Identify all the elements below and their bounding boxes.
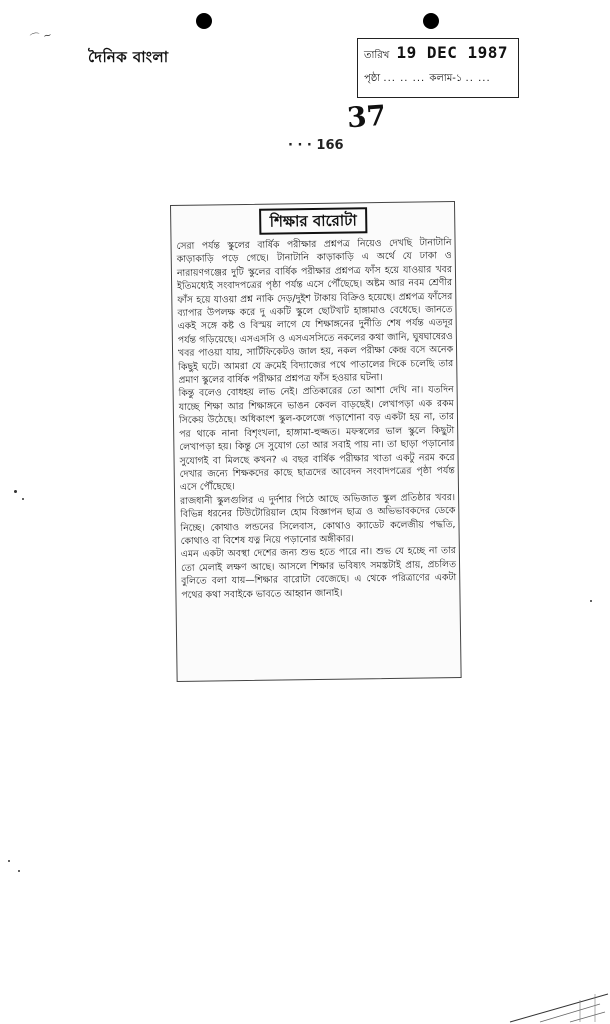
- scan-speck: [18, 870, 20, 872]
- article-paragraph-1: সেরা পর্যন্ত স্কুলের বার্ষিক পরীক্ষার প্রশ্নপত্র নিয়েও দেখছি টানাটানি কাড়াকাড়ি পড়ে গেছে। টানাটানি কাড়াকাড়ি এ অর্থে যে ঢাকা ও নারায়ণগঞ্জের দুটি স্কুলের বার্ষিক পরীক্ষার প্রশ্নপত্র ফাঁস হয়ে যাওয়ার খবর ইতিমধ্যেই সংবাদপত্রের পৃষ্ঠা পর্যন্ত এসে পৌঁছেছে। অষ্টম আর নবম শ্রেণীর ফাঁস হয়ে যাওয়া প্রশ্ন নাকি দেড়/দুইশ টাকায় বিক্রিও হয়েছে। প্রশ্নপত্র ফাঁসের ব্যাপার উপলক্ষ করে দু একটি স্কুলে ছোটখাট হাঙ্গামাও বেধেছে। জানতে একই সঙ্গে কষ্ট ও বিস্ময় লাগে যে শিক্ষাঙ্গনের দুর্নীতি শেষ পর্যন্ত এতদূর পর্যন্ত গড়িয়েছে। এসএসসি ও এসএসসিতে নকলের কথা জানি, ঘুষঘাষেরও খবর পাওয়া যায়, সার্টিফিকেটও জাল হয়, নকল পরীক্ষা কেন্দ্র বসে অনেক কিছুই ঘটে। আমরা যে ক্রমেই বিদ্যাজের পথে পাতালের দিকে চলেছি তার প্রমাণ স্কুলের বার্ষিক পরীক্ষার প্রশ্নপত্র ফাঁস হওয়ার ঘটনা।: [176, 237, 454, 386]
- stamp-date-value: 19 DEC 1987: [396, 43, 508, 62]
- date-stamp: [357, 38, 519, 98]
- handwritten-page-number: 37: [345, 98, 388, 135]
- scan-speck: [590, 600, 592, 602]
- article-paragraph-4: এমন একটা অবস্থা দেশের জন্য শুভ হতে পারে না। শুভ যে হচ্ছে না তার তো মেলাই লক্ষণ আছে। আসলে শিক্ষার ভবিষ্যৎ সমস্তটাই প্রায়, প্রচলিত বুলিতে বলা যায়—শিক্ষার বারোটা বেজেছে। এ থেকে পরিত্রাণের একটা পথের কথা সবাইকে ভাবতে আহ্বান জানাই।: [180, 545, 457, 601]
- scan-speck: [14, 490, 17, 493]
- punch-hole-left: [196, 13, 212, 29]
- stamp-date-row: [364, 43, 508, 65]
- article-headline: শিক্ষার বারোটা: [259, 207, 367, 235]
- punch-hole-right: [423, 13, 439, 29]
- stamp-dots: ... .. ...: [383, 73, 430, 84]
- reference-number: · · · 166: [288, 138, 344, 153]
- newspaper-source: দৈনিক বাংলা: [88, 48, 169, 66]
- scan-speck: [8, 860, 10, 862]
- corner-scribble: ⌒ ~: [29, 29, 53, 46]
- article-paragraph-3: রাজধানী স্কুলগুলির এ দুর্দশার পিঠে আছে অভিজাত স্কুল প্রতিষ্ঠার খবর। বিভিন্ন ধরনের টিউটোরিয়াল হোম বিজ্ঞাপন ছাত্র ও অভিভাবকদের ডেকে নিচ্ছে। কোথাও লন্ডনের সিলেবাস, কোথাও ক্যাডেট কলেজীয় পদ্ধতি, কোথাও বা বিশেষ যত্ন নিয়ে পড়ানোর অঙ্গীকার।: [180, 491, 456, 547]
- scan-speck: [22, 498, 24, 500]
- stamp-page-value: কলাম-১: [429, 73, 463, 84]
- stamp-page-label: পৃষ্ঠা: [364, 73, 381, 84]
- article-paragraph-2: কিন্তু বলেও বোধহয় লাভ নেই। প্রতিকারের তো আশা দেখি না। যতদিন যাচ্ছে শিক্ষা আর শিক্ষাঙ্গনে ভাঙন কেবল বাড়ছেই। লেখাপড়া এক রকম সিকেয় উঠেছে। অধিকাংশ স্কুল-কলেজে পড়াশোনা বড় একটা হয় না, তার পর থাকে নানা বিশৃংখলা, হাঙ্গামা-হুজ্জত। মফস্বলের ভাল স্কুলে কিছুটা লেখাপড়া হয়। কিন্তু সে সুযোগ তো আর সবাই পায় না। তা ছাড়া পড়ানোর সুযোগই বা মিলছে কখন? এ বছর বার্ষিক পরীক্ষার খাতা একটু নরম করে দেখার জন্যে শিক্ষকদের কাছে ছাত্রদের আবেদন সংবাদপত্রের পৃষ্ঠা পর্যন্ত এসে পৌঁছেছে।: [178, 384, 455, 494]
- stamp-page-row: [364, 71, 491, 88]
- folded-corner-lines: [500, 974, 610, 1024]
- article-body: [176, 236, 456, 602]
- newspaper-clipping: [170, 201, 462, 682]
- reference-number-value: 166: [316, 138, 344, 153]
- stamp-date-label: তারিখ: [364, 50, 390, 61]
- stamp-dots-end: .. ...: [465, 73, 491, 84]
